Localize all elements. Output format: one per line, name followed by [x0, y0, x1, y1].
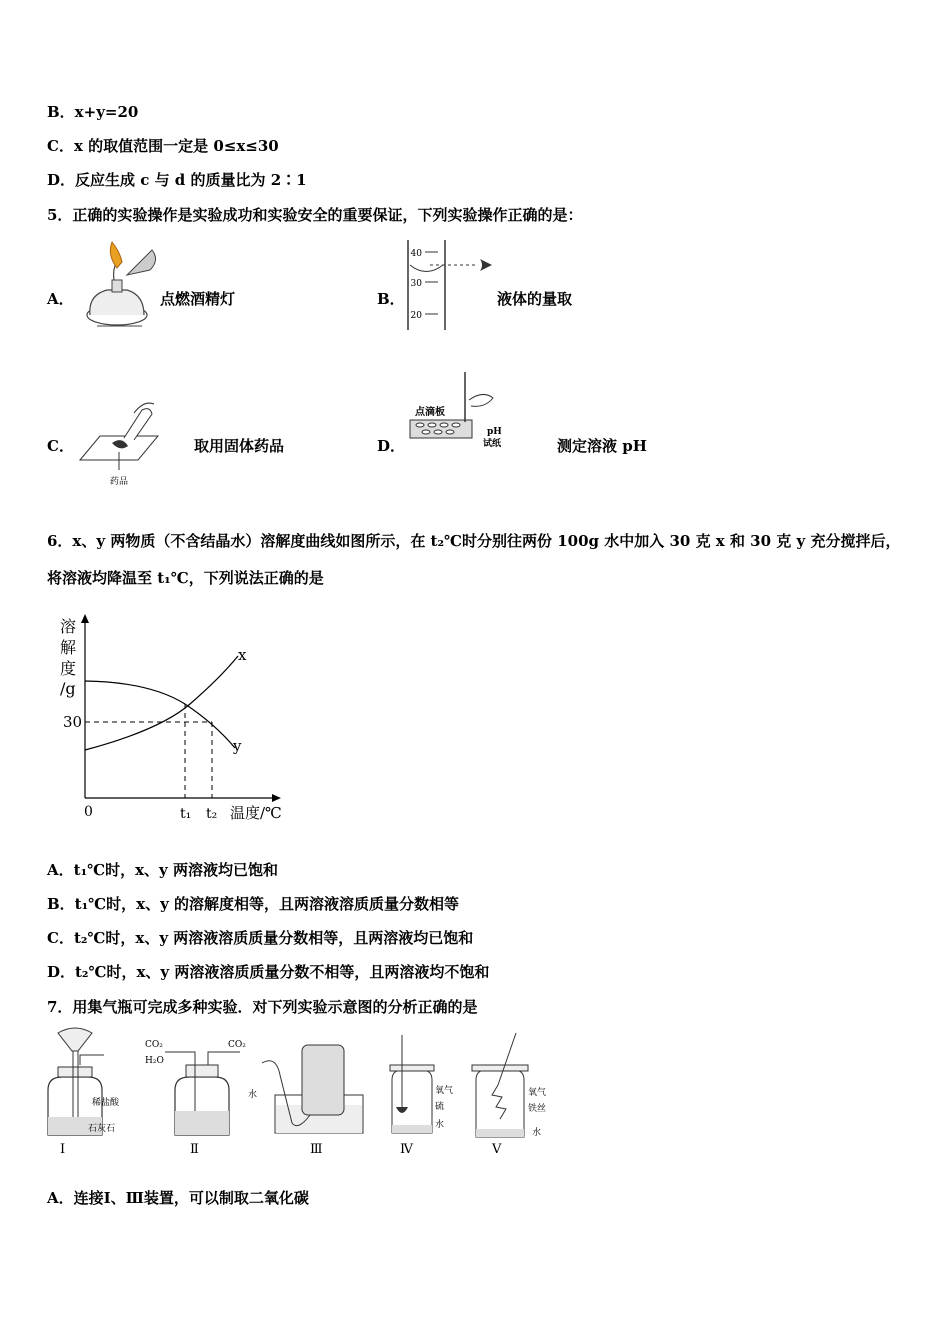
- q5-d-text: 测定溶液 pH: [557, 437, 647, 455]
- cylinder-tick-30: 30: [410, 279, 422, 289]
- label-co2-in: CO₂: [145, 1040, 163, 1050]
- apparatus-1: [48, 1028, 120, 1157]
- label-iron: 铁丝: [528, 1104, 547, 1114]
- apparatus-3: [248, 1045, 363, 1157]
- q5-a-letter: A．: [47, 290, 74, 308]
- ph-test-figure: [405, 370, 520, 455]
- numeral-1: Ⅰ: [60, 1142, 66, 1157]
- cylinder-tick-40: 40: [410, 249, 422, 259]
- q4-option-c: C．x 的取值范围一定是 0≤x≤30: [47, 137, 279, 155]
- q5-b-text: 液体的量取: [497, 290, 573, 308]
- curve-y-label: y: [233, 737, 242, 755]
- numeral-5: Ⅴ: [492, 1142, 502, 1157]
- q5-c-letter: C．: [47, 437, 74, 455]
- q5-b-letter: B．: [377, 290, 405, 308]
- q6-stem-line1: 6．x、y 两物质（不含结晶水）溶解度曲线如图所示，在 t₂℃时分别往两份 100g 水中加入 30 克 x 和 30 克 y 充分搅拌后，: [47, 532, 901, 550]
- q6-option-a: A．t₁℃时，x、y 两溶液均已饱和: [47, 861, 278, 879]
- y-label-char-1: 溶: [60, 617, 77, 636]
- x-axis-label: 温度/℃: [230, 804, 282, 822]
- numeral-3: Ⅲ: [310, 1142, 323, 1157]
- q5-c-text: 取用固体药品: [194, 437, 285, 455]
- q7-stem: 7．用集气瓶可完成多种实验．对下列实验示意图的分析正确的是: [47, 998, 478, 1016]
- label-oxygen-4: 氧气: [435, 1086, 454, 1096]
- q6-option-c: C．t₂℃时，x、y 两溶液溶质质量分数相等，且两溶液均已饱和: [47, 929, 474, 947]
- solid-reagent-figure: [72, 398, 162, 490]
- numeral-4: Ⅳ: [400, 1142, 413, 1157]
- q5-d-letter: D．: [377, 437, 406, 455]
- q4-option-b: B．x+y=20: [47, 103, 139, 121]
- label-water-5: 水: [532, 1128, 542, 1138]
- label-water-3: 水: [248, 1090, 258, 1100]
- q7-option-a: A．连接Ⅰ、Ⅲ装置，可以制取二氧化碳: [47, 1189, 309, 1207]
- apparatus-5: [472, 1033, 546, 1157]
- t2-label: t₂: [206, 806, 218, 822]
- alcohol-lamp-figure: [72, 240, 162, 335]
- drug-label: 药品: [109, 477, 129, 487]
- apparatus-4: [390, 1035, 453, 1157]
- curve-y: [85, 681, 235, 748]
- cylinder-tick-20: 20: [410, 311, 422, 321]
- y-tick-30: 30: [63, 713, 83, 731]
- q5-stem: 5．正确的实验操作是实验成功和实验安全的重要保证，下列实验操作正确的是：: [47, 206, 583, 224]
- label-sulfur: 硫: [435, 1102, 445, 1112]
- label-h2o: H₂O: [145, 1056, 164, 1066]
- curve-x-label: x: [238, 646, 247, 664]
- q6-option-d: D．t₂℃时，x、y 两溶液溶质质量分数不相等，且两溶液均不饱和: [47, 963, 490, 981]
- q6-stem-line2: 将溶液均降温至 t₁℃，下列说法正确的是: [47, 569, 324, 587]
- curve-x: [85, 656, 238, 750]
- gas-bottle-figures: [40, 1025, 560, 1165]
- test-paper-label: 试纸: [483, 439, 502, 449]
- t1-label: t₁: [180, 806, 192, 822]
- label-oxygen-5: 氧气: [528, 1088, 547, 1098]
- spot-plate-label: 点滴板: [415, 407, 445, 418]
- y-label-char-3: 度: [60, 659, 77, 678]
- label-acid: 稀盐酸: [92, 1098, 120, 1108]
- ph-label: pH: [487, 427, 502, 437]
- label-limestone: 石灰石: [88, 1124, 116, 1134]
- apparatus-2: [145, 1040, 246, 1157]
- numeral-2: Ⅱ: [190, 1142, 199, 1157]
- graduated-cylinder-figure: [400, 238, 500, 333]
- q5-a-text: 点燃酒精灯: [160, 290, 236, 308]
- q6-option-b: B．t₁℃时，x、y 的溶解度相等，且两溶液溶质质量分数相等: [47, 895, 460, 913]
- origin-label: 0: [84, 804, 93, 820]
- y-label-char-2: 解: [60, 638, 77, 657]
- label-co2-out: CO₂: [228, 1040, 246, 1050]
- eye-icon: [480, 259, 492, 271]
- q4-option-d: D．反应生成 c 与 d 的质量比为 2∶1: [47, 171, 307, 189]
- label-water-4: 水: [435, 1120, 445, 1130]
- solubility-chart: [50, 608, 295, 828]
- y-label-char-4: /g: [60, 679, 76, 698]
